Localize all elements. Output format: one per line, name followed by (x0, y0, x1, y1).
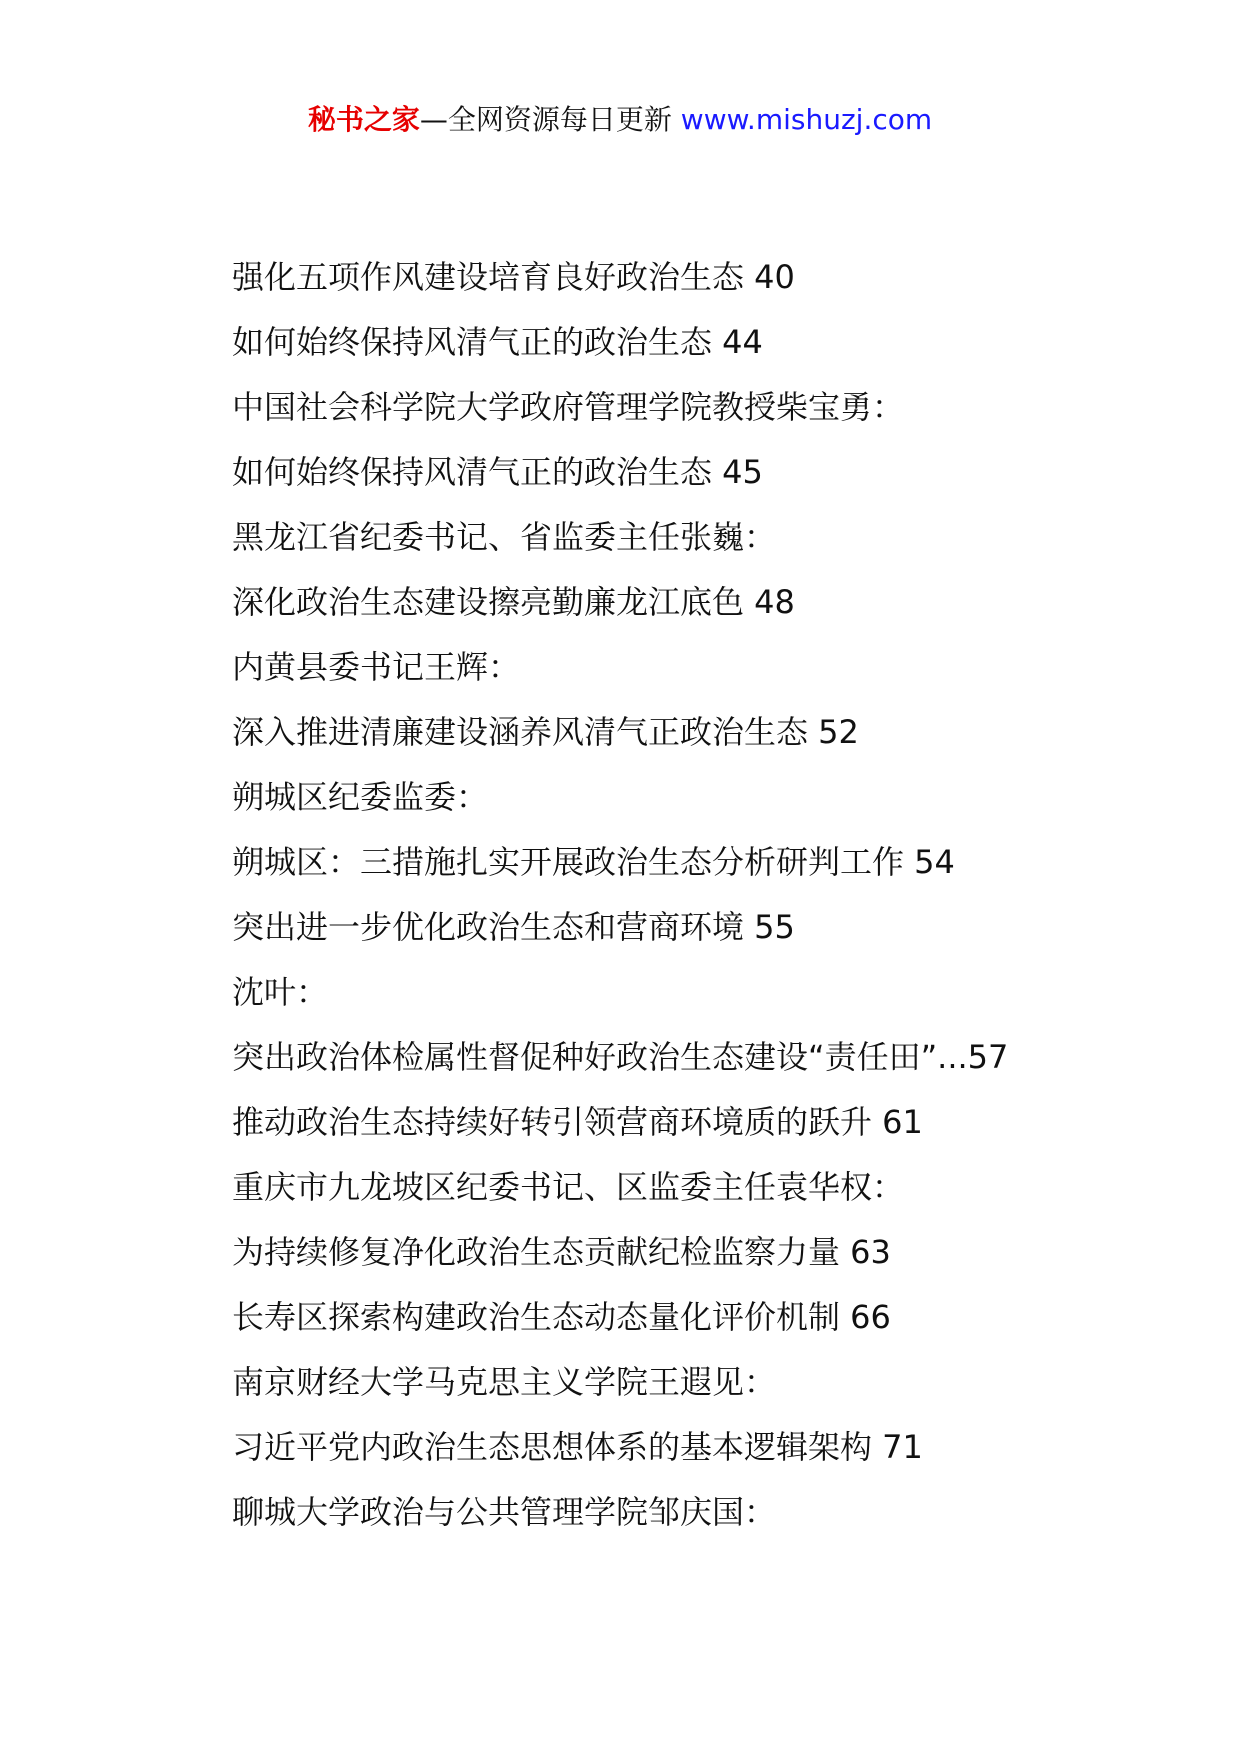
toc-line: 深化政治生态建设擦亮勤廉龙江底色 48 (232, 583, 795, 621)
header-tagline: —全网资源每日更新 (419, 103, 672, 136)
toc-line: 黑龙江省纪委书记、省监委主任张巍： (232, 518, 777, 556)
toc-line: 南京财经大学马克思主义学院王遐见： (232, 1363, 777, 1401)
toc-line: 突出政治体检属性督促种好政治生态建设“责任田”...57 (232, 1038, 1009, 1076)
page-header (0, 100, 1240, 140)
toc-line: 中国社会科学院大学政府管理学院教授柴宝勇： (232, 388, 905, 426)
toc-line: 聊城大学政治与公共管理学院邹庆国： (232, 1493, 777, 1531)
toc-line: 朔城区：三措施扎实开展政治生态分析研判工作 54 (232, 843, 955, 881)
toc-line: 推动政治生态持续好转引领营商环境质的跃升 61 (232, 1103, 923, 1141)
toc-line: 习近平党内政治生态思想体系的基本逻辑架构 71 (232, 1428, 923, 1466)
toc-line: 如何始终保持风清气正的政治生态 45 (232, 453, 763, 491)
brand-name: 秘书之家 (307, 103, 420, 136)
toc-line: 内黄县委书记王辉： (232, 648, 521, 686)
toc-line: 为持续修复净化政治生态贡献纪检监察力量 63 (232, 1233, 891, 1271)
toc-line: 深入推进清廉建设涵养风清气正政治生态 52 (232, 713, 859, 751)
table-of-contents (232, 245, 1192, 1545)
toc-line: 如何始终保持风清气正的政治生态 44 (232, 323, 763, 361)
toc-line: 沈叶： (232, 973, 329, 1011)
toc-line: 强化五项作风建设培育良好政治生态 40 (232, 258, 795, 296)
toc-line: 突出进一步优化政治生态和营商环境 55 (232, 908, 795, 946)
toc-line: 朔城区纪委监委： (232, 778, 489, 816)
toc-line: 长寿区探索构建政治生态动态量化评价机制 66 (232, 1298, 891, 1336)
site-url-link[interactable]: www.mishuzj.com (680, 103, 933, 136)
toc-line: 重庆市九龙坡区纪委书记、区监委主任袁华权： (232, 1168, 905, 1206)
